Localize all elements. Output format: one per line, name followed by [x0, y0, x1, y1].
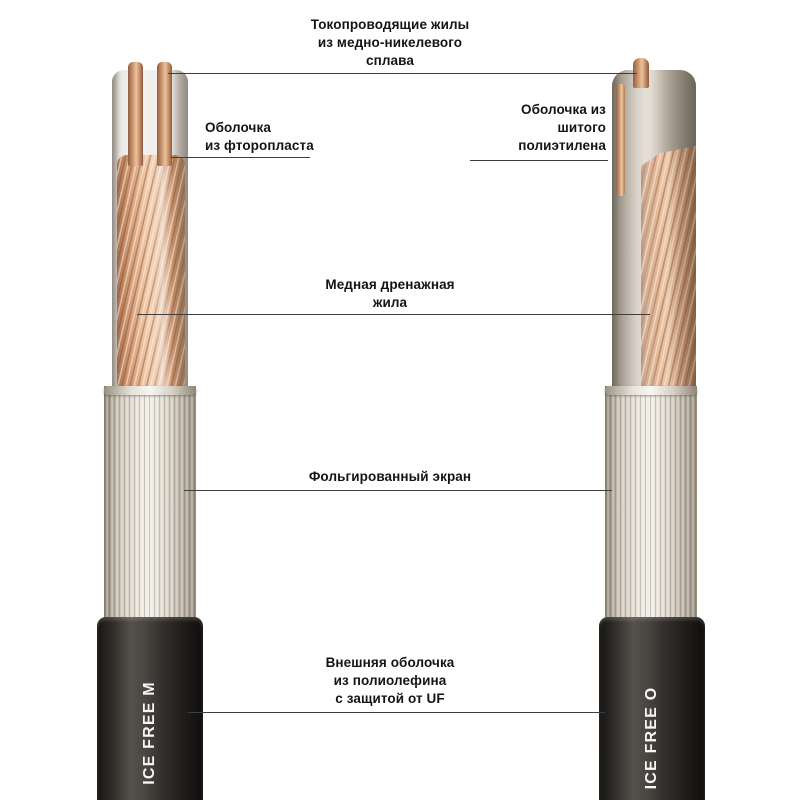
label-drain-line-2: жила: [372, 295, 408, 310]
label-outer-sheath: [290, 654, 490, 708]
label-fluoroplastic-sheath: [205, 119, 345, 155]
left-cable-foil-rim: [104, 386, 196, 395]
left-cable-foil-screen: [104, 386, 196, 622]
left-cable-name: ICE FREE M: [141, 681, 158, 785]
leader-line-polyethylene: [470, 160, 608, 161]
label-polyethylene-line-2: шитого: [557, 120, 606, 135]
label-outer-line-3: с защитой от UF: [335, 691, 445, 706]
leader-line-foil-screen: [184, 490, 612, 491]
label-conductors-line-3: сплава: [366, 53, 414, 68]
label-polyethylene-line-3: полиэтилена: [518, 138, 606, 153]
label-polyethylene-sheath: [455, 101, 606, 155]
label-conductors-line-1: Токопроводящие жилы: [310, 17, 470, 32]
label-fluoroplastic-line-1: Оболочка: [205, 120, 271, 135]
right-cable-name: ICE FREE O: [643, 686, 660, 790]
left-cable-copper-drain-wire: [117, 155, 185, 392]
label-polyethylene-line-1: Оболочка из: [520, 102, 606, 117]
right-cable-copper-drain-wire: [641, 146, 696, 392]
label-drain-wire: [290, 276, 490, 312]
label-foil-screen: [250, 468, 530, 486]
right-cable-edge-wire: [616, 84, 625, 196]
left-cable-conductor-2: [157, 62, 172, 166]
left-cable-conductor-1: [128, 62, 143, 166]
label-conductors-line-2: из медно-никелевого: [317, 35, 463, 50]
label-fluoroplastic-line-2: из фторопласта: [205, 138, 314, 153]
right-cable-outer-jacket: [599, 617, 705, 800]
right-cable-foil-screen: [605, 386, 697, 622]
leader-line-drain-wire: [137, 314, 650, 315]
leader-line-conductors: [168, 73, 637, 74]
leader-line-fluoroplastic: [171, 157, 310, 158]
leader-line-outer-sheath: [188, 712, 605, 713]
label-outer-line-2: из полиолефина: [333, 673, 447, 688]
label-foil-line-1: Фольгированный экран: [308, 469, 472, 484]
label-drain-line-1: Медная дренажная: [325, 277, 455, 292]
right-cable-foil-rim: [605, 386, 697, 395]
label-outer-line-1: Внешняя оболочка: [325, 655, 455, 670]
left-cable-outer-jacket: [97, 617, 203, 800]
label-conductors: [270, 16, 510, 70]
